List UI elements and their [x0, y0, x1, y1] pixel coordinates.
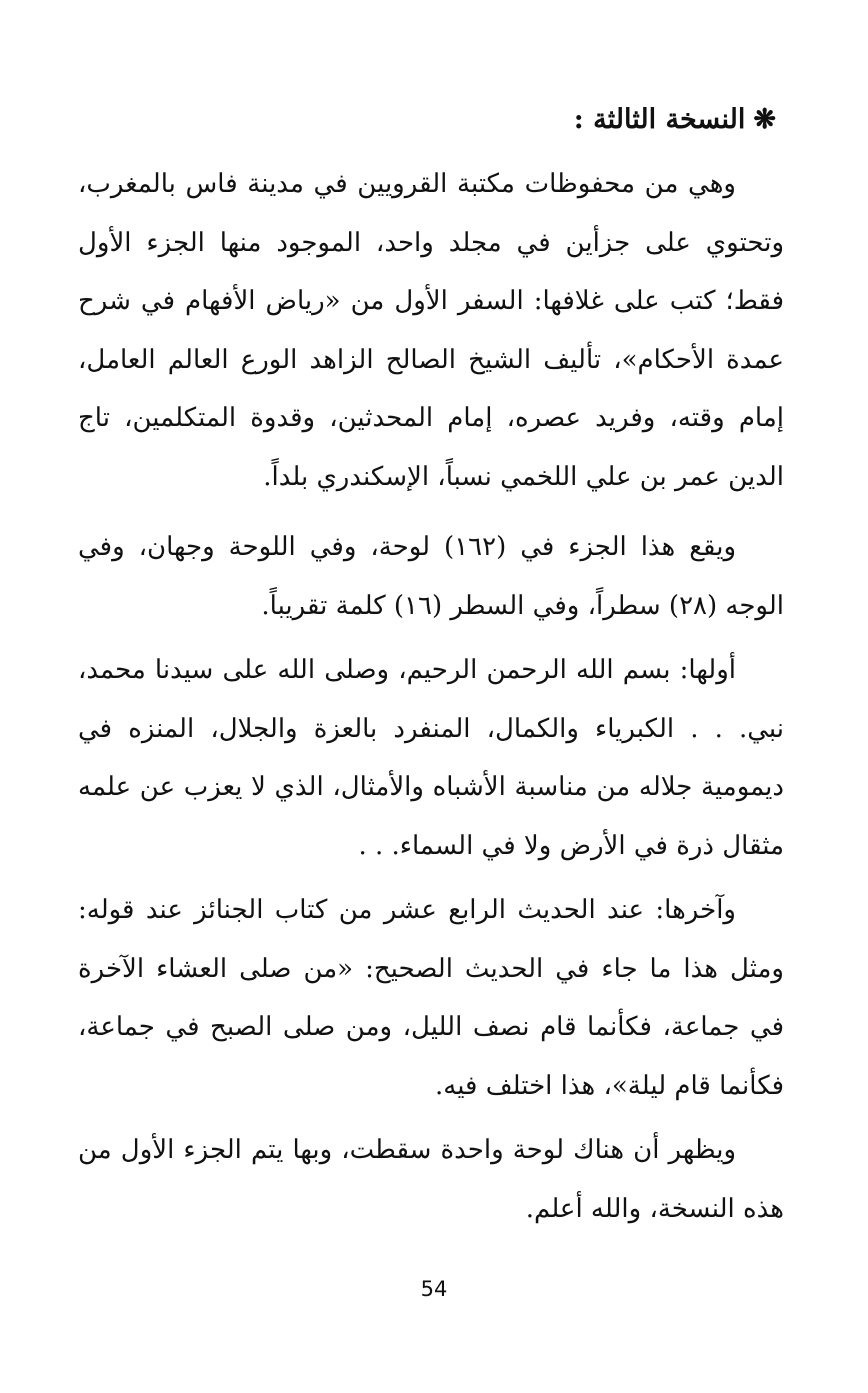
paragraph-manuscript-size: ويقع هذا الجزء في (١٦٢) لوحة، وفي اللوحة وجهان، وفي الوجه (٢٨) سطراً، وفي السطر (١٦) كلمة تقريباً.	[78, 532, 784, 621]
paragraph-manuscript-description: وهي من محفوظات مكتبة القرويين في مدينة فاس بالمغرب، وتحتوي على جزأين في مجلد واحد، الموجود منها الجزء الأول فقط؛ كتب على غلافها: السفر الأول من «رياض الأفهام في شرح عمدة الأحكام»، تأليف الشيخ الصالح الزاهد الورع العالم العامل، إمام وقته، وفريد عصره، إمام المحدثين، وقدوة المتكلمين، تاج الدين عمر بن علي اللخمي نسباً، الإسكندري بلداً.	[78, 169, 784, 492]
section-heading-text: النسخة الثالثة :	[573, 104, 746, 135]
paragraph-manuscript-beginning: أولها: بسم الله الرحمن الرحيم، وصلى الله على سيدنا محمد، نبي. . . الكبرياء والكمال، المنفرد بالعزة والجلال، المنزه في ديمومية جلاله من مناسبة الأشباه والأمثال، الذي لا يعزب عن علمه مثقال ذرة في الأرض ولا في السماء. . .	[78, 655, 784, 861]
star-bullet-icon: ❋	[753, 104, 776, 135]
paragraph-manuscript-ending: وآخرها: عند الحديث الرابع عشر من كتاب الجنائز عند قوله: ومثل هذا ما جاء في الحديث الصحيح: «من صلى العشاء الآخرة في جماعة، فكأنما قام نصف الليل، ومن صلى الصبح في جماعة، فكأنما قام ليلة»، هذا اختلف فيه.	[78, 895, 784, 1101]
paragraph-missing-leaf: ويظهر أن هناك لوحة واحدة سقطت، وبها يتم الجزء الأول من هذه النسخة، والله أعلم.	[78, 1135, 784, 1224]
page-number: 54	[420, 1277, 448, 1301]
section-heading	[574, 100, 776, 140]
